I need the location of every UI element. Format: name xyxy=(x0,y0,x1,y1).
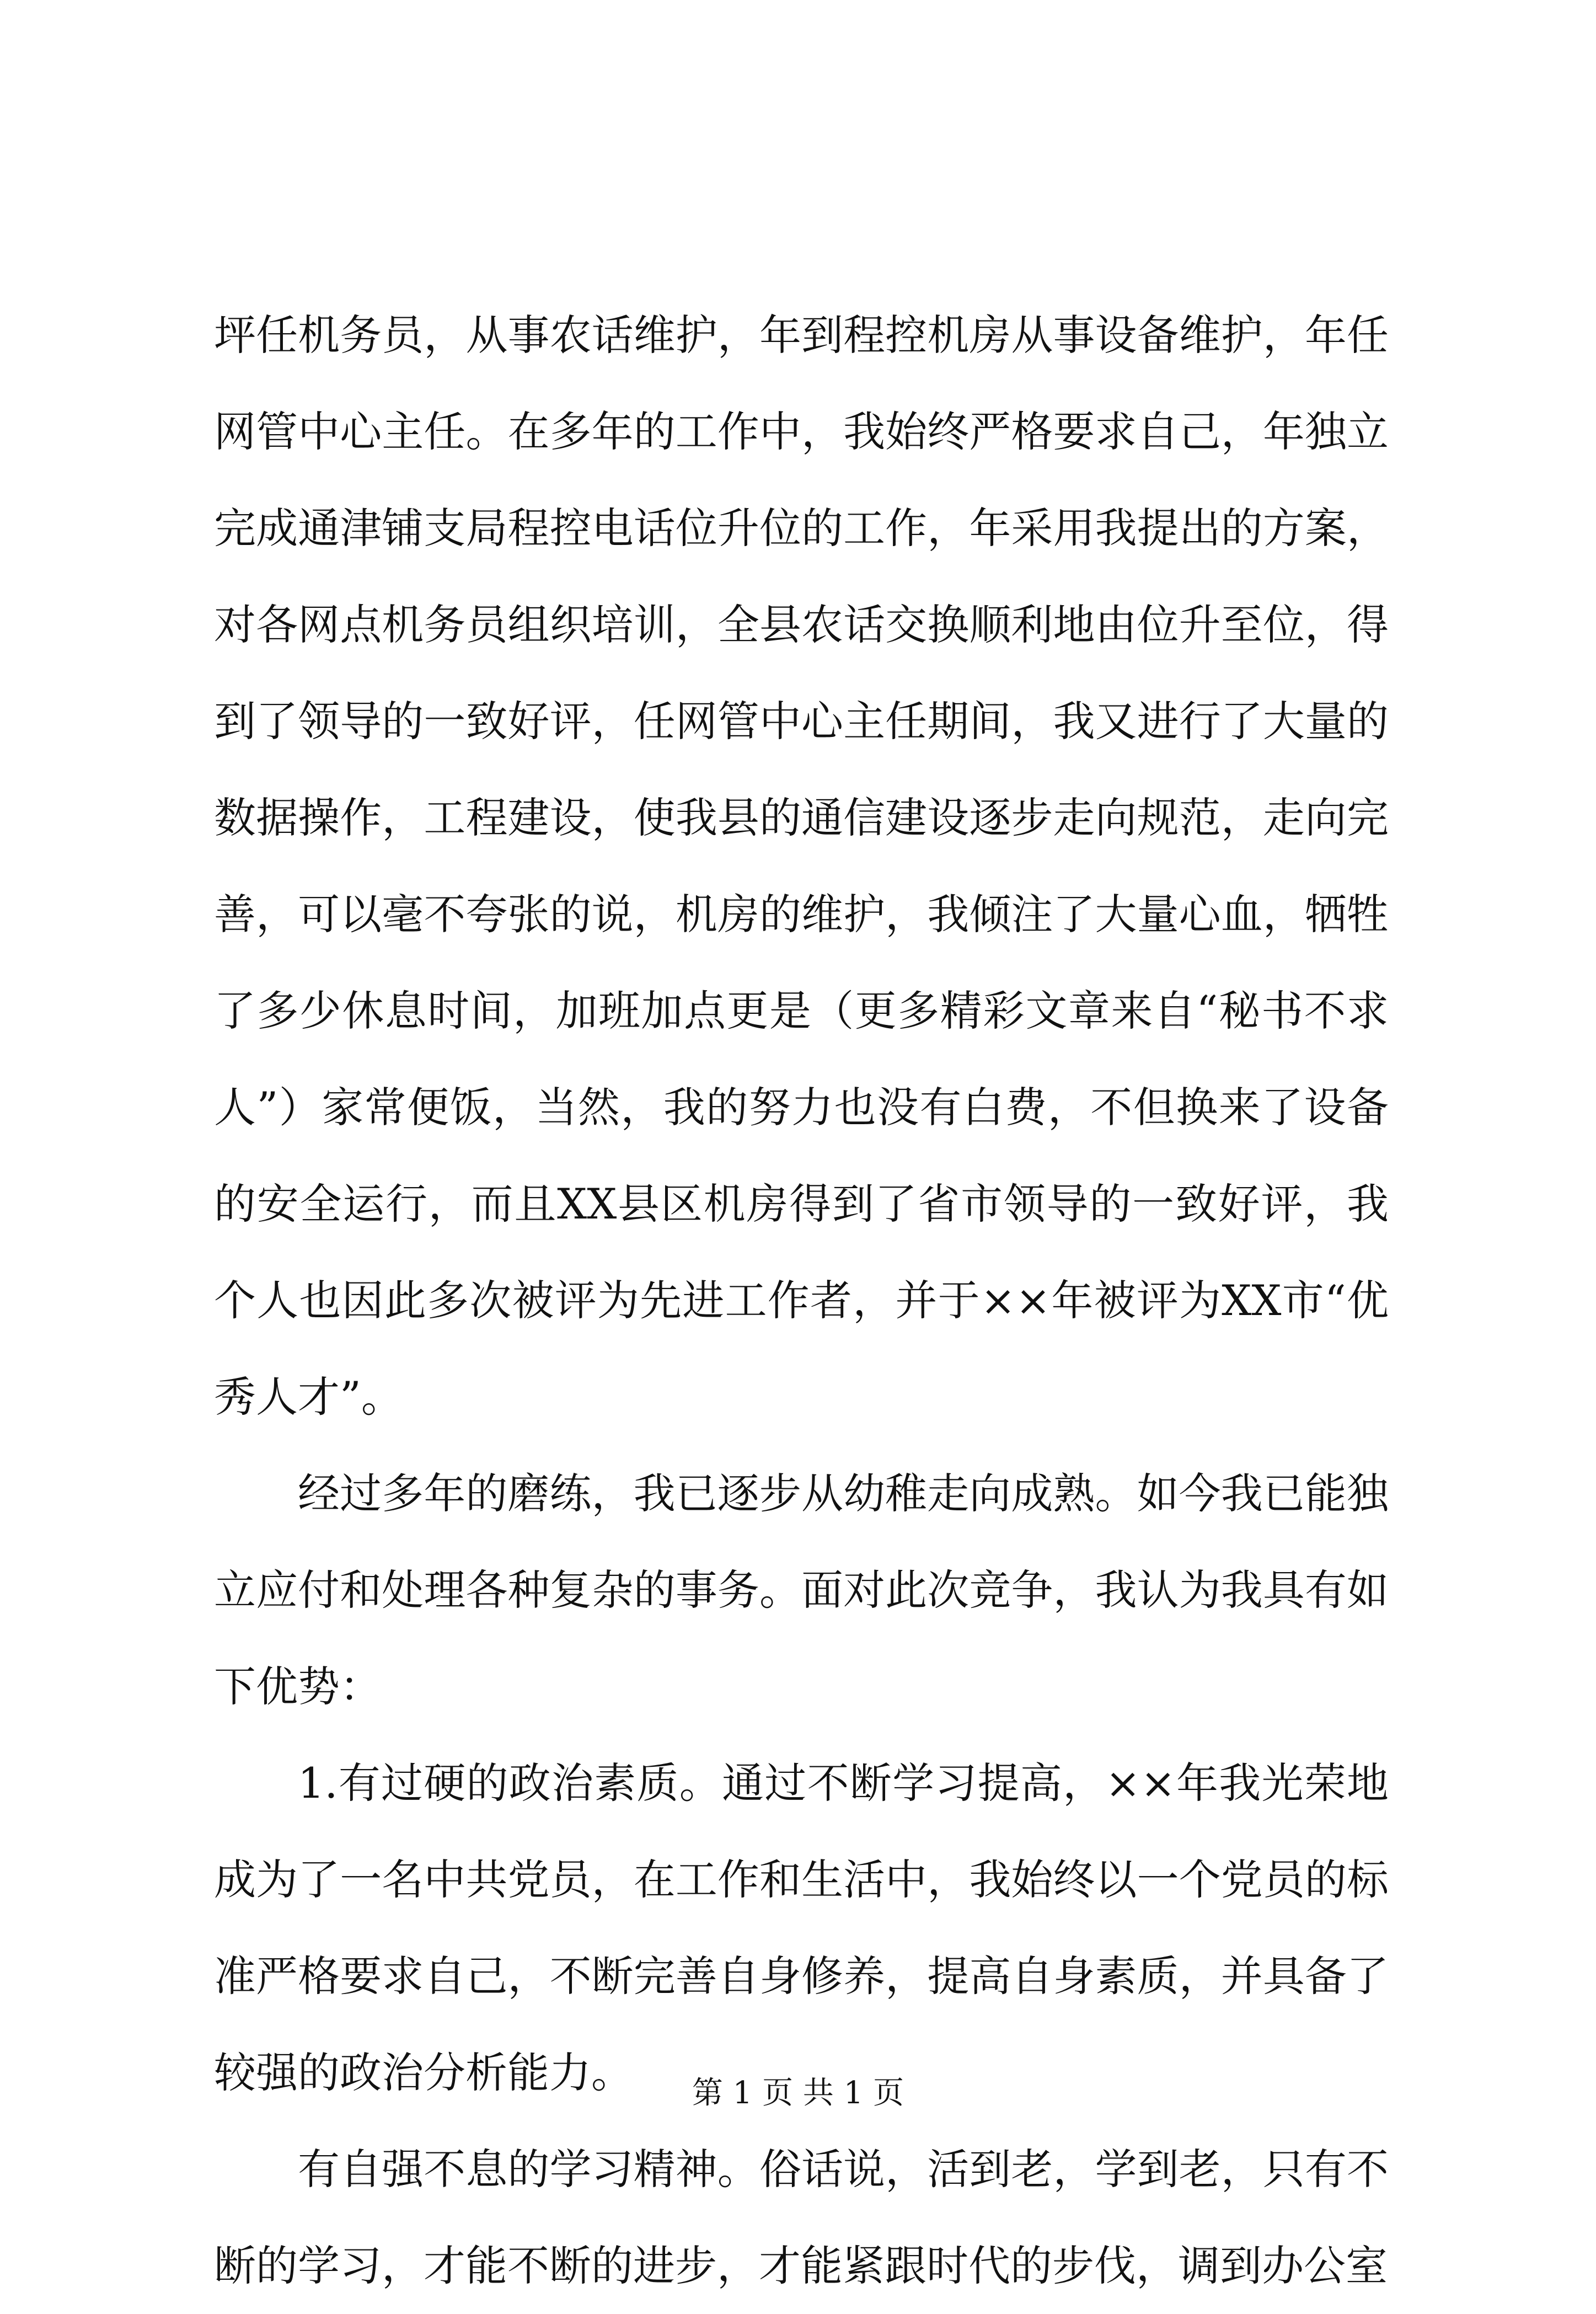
document-body xyxy=(214,287,1389,2314)
paragraph-2: 经过多年的磨练，我已逐步从幼稚走向成熟。如今我已能独立应付和处理各种复杂的事务。面对此次竞争，我认为我具有如下优势： xyxy=(214,1469,1389,1711)
paragraph-3: 1.有过硬的政治素质。通过不断学习提高，××年我光荣地成为了一名中共党员，在工作和生活中，我始终以一个党员的标准严格要求自己，不断完善自身修养，提高自身素质，并具备了较强的政治分析能力。 xyxy=(214,1759,1389,2097)
paragraph-4: 有自强不息的学习精神。俗话说，活到老，学到老，只有不断的学习，才能不断的进步，才能紧跟时代的步伐，调到办公室 xyxy=(214,2145,1389,2290)
paragraph-1: 坪任机务员，从事农话维护，年到程控机房从事设备维护，年任网管中心主任。在多年的工作中，我始终严格要求自己，年独立完成通津铺支局程控电话位升位的工作，年采用我提出的方案，对各网点机务员组织培训，全县农话交换顺利地由位升至位，得到了领导的一致好评，任网管中心主任期间，我又进行了大量的数据操作，工程建设，使我县的通信建设逐步走向规范，走向完善，可以毫不夸张的说，机房的维护，我倾注了大量心血，牺牲了多少休息时间，加班加点更是（更多精彩文章来自“秘书不求人”）家常便饭，当然，我的努力也没有白费，不但换来了设备的安全运行，而且XX县区机房得到了省市领导的一致好评，我个人也因此多次被评为先进工作者，并于××年被评为XX市“优秀人才”。 xyxy=(214,311,1389,1421)
page-footer: 第 1 页 共 1 页 xyxy=(692,2075,904,2111)
